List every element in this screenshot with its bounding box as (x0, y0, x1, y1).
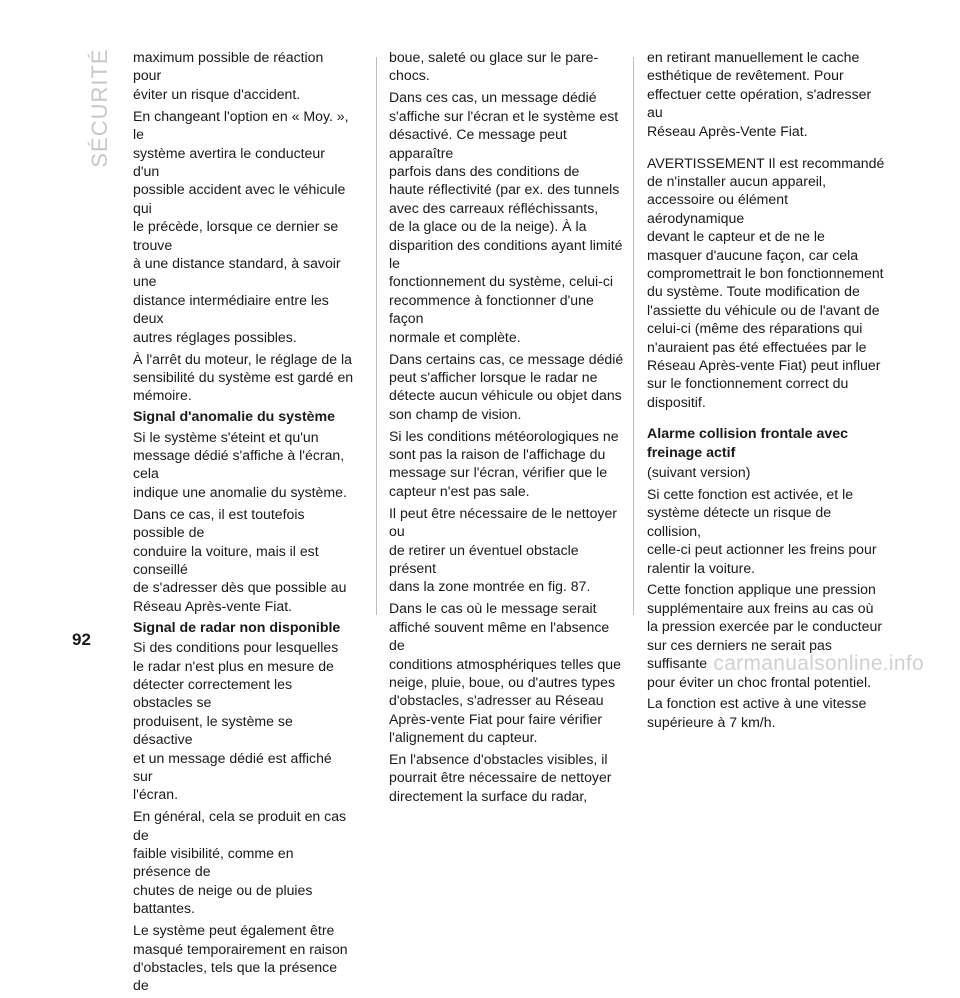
paragraph: Si cette fonction est activée, et le système détecte un risque de collision, celle-ci peut actionner les freins pour ralentir la voiture. (647, 485, 877, 576)
page-number: 92 (72, 630, 91, 649)
heading-radar-unavailable: Signal de radar non disponible (133, 619, 341, 636)
paragraph: en retirant manuellement le cache esthétique de revêtement. Pour effectuer cette opération, s'adresser au Réseau Après-Vente Fiat. (647, 49, 872, 139)
paragraph: Dans certains cas, ce message dédié peut s'afficher lorsque le radar ne détecte aucun véhicule ou objet dans son champ de vision. (389, 350, 624, 422)
paragraph: Dans le cas où le message serait affiché souvent même en l'absence de conditions atmosphériques telles que neige, pluie, boue, ou d'autres types d'obstacles, s'adresser au Réseau Après-vente Fiat pour faire vérifier l'alignement du capteur. (389, 600, 621, 746)
paragraph: Dans ce cas, il est toutefois possible de conduire la voiture, mais il est conseillé de s'adresser dès que possible au Réseau Après-vente Fiat. (133, 505, 347, 614)
text-column-3 (647, 48, 887, 735)
section-title-text: SÉCURITÉ (87, 48, 112, 168)
paragraph: Il peut être nécessaire de le nettoyer ou de retirer un éventuel obstacle présent dans la zone montrée en fig. 87. (389, 504, 617, 595)
paragraph: Si les conditions météorologiques ne sont pas la raison de l'affichage du message sur l'écran, vérifier que le capteur n'est pas sale. (389, 427, 619, 499)
column-divider (633, 57, 634, 615)
paragraph: boue, saleté ou glace sur le pare- chocs. (389, 49, 599, 84)
paragraph: Dans ces cas, un message dédié s'affiche sur l'écran et le système est désactivé. Ce message peut apparaître parfois dans des conditions de haute réflectivité (par ex. des tunnels avec des carreaux réfléchissants, de la glace ou de la neige). À la disparition des conditions ayant limité le fonctionnement du système, celui-ci recommence à fonctionner d'une façon normale et complète. (389, 89, 623, 345)
paragraph: maximum possible de réaction pour éviter un risque d'accident. (133, 49, 324, 102)
column-divider (376, 57, 377, 615)
text-column-1 (133, 48, 355, 998)
paragraph: Le système peut également être masqué temporairement en raison d'obstacles, tels que la présence de (133, 922, 348, 994)
paragraph: En l'absence d'obstacles visibles, il pourrait être nécessaire de nettoyer directement la surface du radar, (389, 751, 612, 804)
spacer (647, 144, 887, 154)
paragraph: Cette fonction applique une pression supplémentaire aux freins au cas où la pression exercée par le conducteur sur ces derniers ne serait pas suffisante pour éviter un choc frontal potentiel. (647, 581, 883, 690)
section-title-vertical (82, 44, 118, 172)
text-column-2 (389, 48, 625, 809)
paragraph: Si des conditions pour lesquelles le radar n'est plus en mesure de détecter correctement les obstacles se produisent, le système se désactive et un message dédié est affiché sur l'écran. (133, 639, 339, 803)
warning-paragraph: AVERTISSEMENT Il est recommandé de n'installer aucun appareil, accessoire ou élément aérodynamique devant le capteur et de ne le masquer d'aucune façon, car cela compromettrait le bon fonctionnement du système. Toute modification de l'assiette du véhicule ou de l'avant de celui-ci (même des réparations qui n'auraient pas été effectuées par le Réseau Après-vente Fiat) peut influer sur le fonctionnement correct du dispositif. (647, 154, 885, 410)
version-note: (suivant version) (647, 464, 751, 481)
paragraph: En général, cela se produit en cas de faible visibilité, comme en présence de chutes de neige ou de pluies battantes. (133, 808, 347, 917)
paragraph: Si le système s'éteint et qu'un message dédié s'affiche à l'écran, cela indique une anomalie du système. (133, 428, 347, 500)
watermark-text: carmanualsonline.info (713, 652, 924, 675)
paragraph: À l'arrêt du moteur, le réglage de la sensibilité du système est gardé en mémoire. (133, 350, 354, 404)
heading-forward-collision-alarm: Alarme collision frontale avec freinage actif (647, 426, 849, 461)
paragraph: La fonction est active à une vitesse supérieure à 7 km/h. (647, 695, 867, 730)
paragraph: En changeant l'option en « Moy. », le système avertira le conducteur d'un possible accident avec le véhicule qui le précède, lorsque ce dernier se trouve à une distance standard, à savoir une distance intermédiaire entre les deux autres réglages possibles. (133, 107, 349, 345)
heading-system-anomaly: Signal d'anomalie du système (133, 409, 336, 426)
